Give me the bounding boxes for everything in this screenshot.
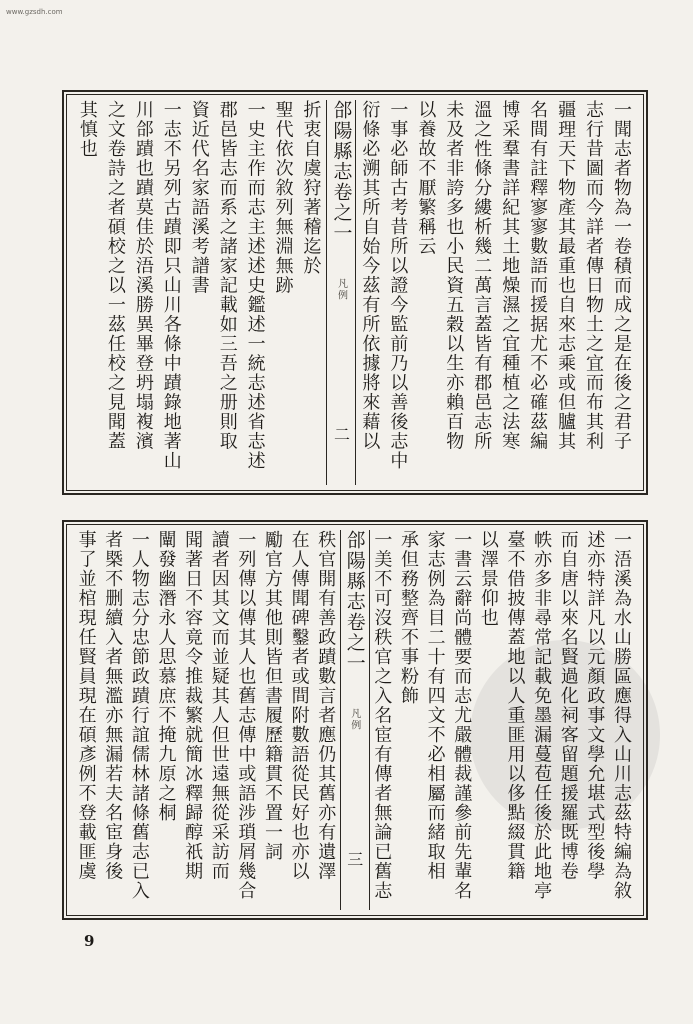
bottom-columns [74,530,636,910]
text-column: 志行昔圖而今詳者傳日物土之宜而布其利 [583,100,605,451]
text-column: 一志不另列古蹟即只山川各條中蹟錄地著山 [160,100,182,471]
text-column: 一史主作而志主述述史鑑述一統志述省志述 [244,100,266,471]
text-column: 帙亦多非尋常記載免墨漏蔓苞任後於此地亭 [531,530,553,901]
text-column: 未及者非誇多也小民資五穀以生亦賴百物 [443,100,465,451]
book-title: 郃陽縣志卷之一 [343,530,366,674]
text-column: 一人物志分忠節政蹟行誼儒林諸條舊志已入 [128,530,150,901]
text-column: 秩官開有善政蹟數言者應仍其舊亦有遺澤 [315,530,337,881]
text-column: 述亦特詳凡以元顏政事文學允堪式型後學 [584,530,606,881]
text-column: 以養故不厭繁稱云 [415,100,437,256]
page-number: 9 [84,932,95,950]
top-text-block [62,90,648,495]
text-column: 臺不借披傳蓋地以人重匪用以侈點綴貫籍 [504,530,526,881]
text-column: 一列傳以傳其人也舊志傳中或語涉瑣屑幾合 [235,530,257,901]
text-column: 川郃蹟也蹟莫佳於浯溪勝異畢登坍塌複濱 [132,100,154,451]
text-column: 一浯溪為水山勝區應得入山川志茲特編為敘 [611,530,632,901]
text-column: 其慎也 [76,100,98,159]
text-column: 博采羣書詳紀其土地燥濕之宜種植之法寒 [499,100,521,451]
text-column: 名間有註釋寥寥數語而援据尤不必確茲編 [527,100,549,451]
text-column: 承但務整齊不事粉飾 [398,530,419,706]
text-column: 家志例為目二十有四文不必相屬而緒取相 [424,530,446,881]
text-column: 讀者因其文而並疑其人但世遠無從采訪而 [208,530,230,881]
text-column: 郡邑皆志而系之諸家記載如三吾之册則取 [216,100,238,451]
text-column: 疆理天下物產其最重也自來志乘或但臚其 [555,100,577,451]
center-fold-column [326,100,357,485]
section-label: 凡例 [348,708,360,731]
text-column: 聖代依次敘列無淵無跡 [272,100,294,295]
book-title: 郃陽縣志卷之一 [330,100,353,244]
text-column: 事了並棺現任賢員現在碩彥例不登載匪虞 [75,530,97,881]
center-fold-column [340,530,370,910]
text-column: 聞著日不容竟令推裁繁就簡冰釋歸醇祇期 [182,530,204,881]
leaf-number: 二 [331,425,351,443]
text-column: 一書云辭尚體要而志尤嚴體裁謹參前先輩名 [451,530,473,901]
text-column: 衍條必溯其所自始今茲有所依據將來藉以 [359,100,381,451]
text-column: 之文卷詩之者碩校之以一茲任校之見聞蓋 [104,100,126,451]
section-label: 凡例 [335,278,347,301]
leaf-number: 三 [344,850,364,868]
text-column: 一美不可沒秩官之入名宦有傳者無論已舊志 [371,530,393,901]
watermark-stamp: www.gzsdh.com [6,8,63,16]
text-column: 以澤景仰也 [477,530,499,628]
text-column: 闡發幽潛永人思慕庶不掩九原之桐 [155,530,177,823]
bottom-text-block [62,520,648,920]
text-column: 一事必師古考昔所以證今監前乃以善後志中 [387,100,409,471]
text-column: 而自唐以來名賢過化祠客留題援羅既博卷 [557,530,579,881]
top-columns [74,100,636,485]
text-column: 資近代名家語溪考譜書 [188,100,210,295]
text-column: 者槩不删續入者無濫亦無漏若夫名宦身後 [102,530,124,881]
text-column: 溫之性條分縷析幾二萬言蓋皆有郡邑志所 [471,100,493,451]
text-column: 勵官方其他則皆但書履歷籍貫不置一詞 [261,530,283,862]
text-column: 在人傳聞碑鑿者或間附數語從民好也亦以 [288,530,310,881]
text-column: 一聞志者物為一卷積而成之是在後之君子 [611,100,632,451]
text-column: 折衷自虞狩著稽迄於 [300,100,322,276]
